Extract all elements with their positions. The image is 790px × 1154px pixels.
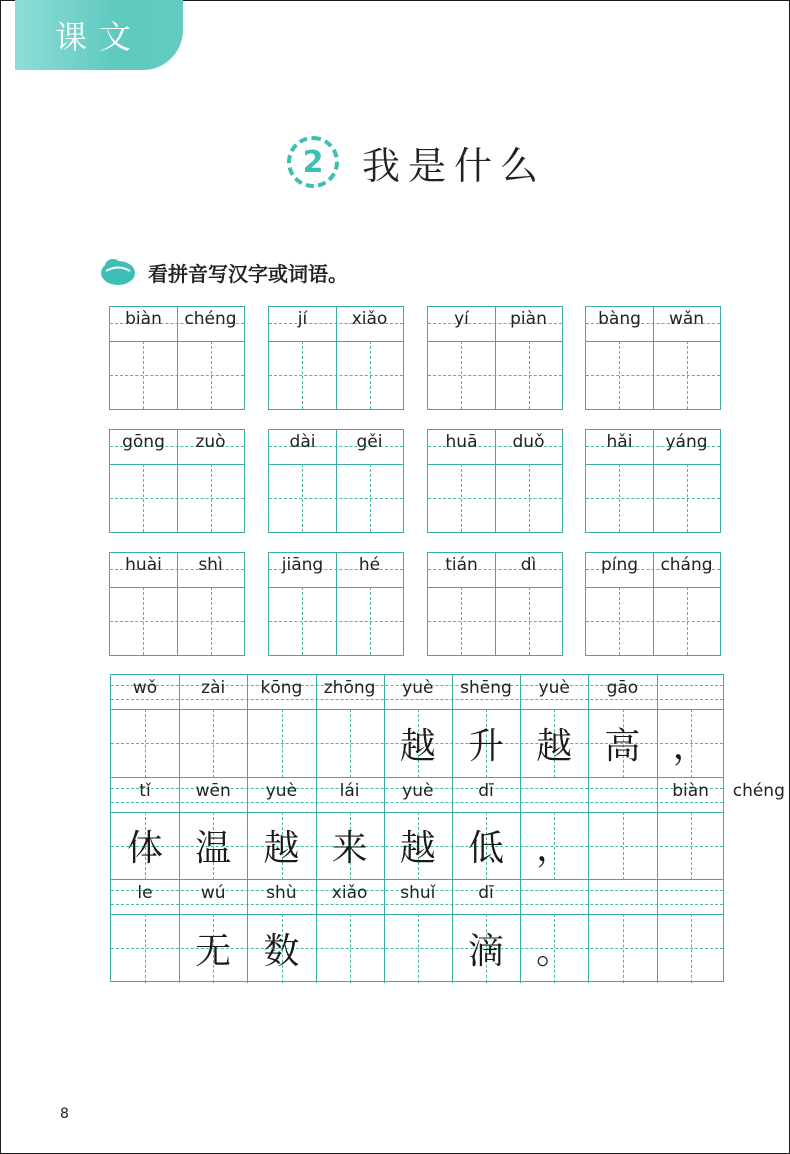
pinyin-label: chéng xyxy=(184,309,237,329)
pinyin-label: le xyxy=(137,883,153,904)
word-box[interactable] xyxy=(585,552,721,656)
pinyin-label: hǎi xyxy=(606,432,633,452)
pinyin-label: wǒ xyxy=(132,678,158,698)
word-box[interactable] xyxy=(268,306,404,410)
hanzi-cell[interactable] xyxy=(316,914,384,982)
hanzi-cell[interactable] xyxy=(588,812,656,880)
pinyin-label: yuè xyxy=(265,780,298,801)
pinyin-label: gěi xyxy=(356,432,383,452)
hanzi-cell[interactable] xyxy=(111,709,179,777)
pinyin-label: huā xyxy=(445,432,478,452)
hanzi-cell[interactable] xyxy=(247,709,315,777)
hanzi-cell[interactable]: 高 xyxy=(604,725,641,767)
pinyin-label: dì xyxy=(520,555,537,575)
pinyin-label: yáng xyxy=(665,432,708,452)
pinyin-label: chéng xyxy=(732,780,785,801)
word-box[interactable] xyxy=(585,306,721,410)
pinyin-label: cháng xyxy=(660,555,713,575)
hanzi-cell[interactable]: 升 xyxy=(467,725,504,767)
lesson-title: 我是什么 xyxy=(362,143,547,188)
pinyin-label: hé xyxy=(358,555,381,575)
hanzi-cell[interactable]: 越 xyxy=(399,828,436,870)
pinyin-label: yí xyxy=(454,309,469,329)
pinyin-label: dī xyxy=(478,883,494,904)
hanzi-cell[interactable]: ， xyxy=(536,828,573,870)
pinyin-label: shēng xyxy=(460,678,512,698)
pinyin-label: jí xyxy=(297,309,308,329)
word-box[interactable] xyxy=(268,429,404,533)
hanzi-cell[interactable]: 来 xyxy=(331,828,368,870)
hanzi-cell[interactable]: 滴 xyxy=(467,930,504,972)
page-number: 8 xyxy=(60,1106,69,1122)
pinyin-label: gōng xyxy=(122,432,165,452)
word-box[interactable] xyxy=(268,552,404,656)
pinyin-label: piàn xyxy=(510,309,547,329)
pinyin-label: wú xyxy=(200,883,226,904)
word-box[interactable] xyxy=(585,429,721,533)
sentence-row xyxy=(111,880,723,983)
word-box[interactable] xyxy=(109,429,245,533)
pinyin-label: wēn xyxy=(195,780,231,801)
hanzi-cell[interactable]: 越 xyxy=(263,828,300,870)
pinyin-label: biàn xyxy=(125,309,162,329)
pinyin-label: píng xyxy=(600,555,639,575)
pinyin-label: yuè xyxy=(402,678,434,698)
pinyin-label: zuò xyxy=(195,432,226,452)
hanzi-cell[interactable] xyxy=(725,914,790,982)
hanzi-cell[interactable] xyxy=(725,709,790,777)
pinyin-label: kōng xyxy=(260,678,303,698)
pinyin-label: bàng xyxy=(598,309,641,329)
pinyin-label: yuè xyxy=(538,678,570,698)
lesson-number-badge: 2 xyxy=(287,136,339,188)
pinyin-label: xiǎo xyxy=(331,883,368,904)
pinyin-label: zài xyxy=(201,678,226,698)
pinyin-label: huài xyxy=(125,555,162,575)
sentence-grid xyxy=(110,674,785,982)
hanzi-cell[interactable] xyxy=(316,709,384,777)
word-box[interactable] xyxy=(427,429,563,533)
hanzi-cell[interactable] xyxy=(657,914,725,982)
hanzi-cell[interactable]: 数 xyxy=(263,930,300,972)
hanzi-cell[interactable]: 。 xyxy=(536,930,573,972)
hanzi-cell[interactable] xyxy=(111,914,179,982)
word-box[interactable] xyxy=(109,306,245,410)
hanzi-cell[interactable]: 温 xyxy=(195,828,232,870)
hanzi-cell[interactable] xyxy=(588,914,656,982)
pinyin-label: dài xyxy=(289,432,316,452)
hanzi-cell[interactable]: 越 xyxy=(399,725,436,767)
hanzi-cell[interactable]: 越 xyxy=(536,725,573,767)
hanzi-cell[interactable]: 低 xyxy=(467,828,504,870)
pinyin-label: gāo xyxy=(606,678,639,698)
pinyin-label: tǐ xyxy=(139,780,151,801)
pinyin-label: xiǎo xyxy=(351,309,388,329)
pinyin-label: biàn xyxy=(672,780,709,801)
pinyin-label: duǒ xyxy=(512,432,545,452)
pinyin-label: shì xyxy=(198,555,223,575)
pinyin-label: wǎn xyxy=(668,309,705,329)
hanzi-cell[interactable]: ， xyxy=(672,725,709,767)
hanzi-cell[interactable] xyxy=(657,812,725,880)
instruction-text: 看拼音写汉字或词语。 xyxy=(148,262,348,286)
hanzi-cell[interactable]: 体 xyxy=(126,828,163,870)
cloud-icon xyxy=(100,256,136,286)
pinyin-label: jiāng xyxy=(281,555,324,575)
hanzi-cell[interactable] xyxy=(725,812,790,880)
sentence-row xyxy=(111,675,723,778)
pinyin-label: shù xyxy=(266,883,297,904)
word-box[interactable] xyxy=(427,306,563,410)
pinyin-label: zhōng xyxy=(323,678,376,698)
hanzi-cell[interactable] xyxy=(384,914,452,982)
hanzi-cell[interactable]: 无 xyxy=(195,930,232,972)
pinyin-label: dī xyxy=(478,780,494,801)
sentence-row xyxy=(111,778,785,881)
word-box[interactable] xyxy=(427,552,563,656)
pinyin-label: shuǐ xyxy=(400,883,436,904)
pinyin-label: yuè xyxy=(402,780,434,801)
section-tab: 课文 xyxy=(15,0,183,70)
hanzi-cell[interactable] xyxy=(179,709,247,777)
word-box[interactable] xyxy=(109,552,245,656)
pinyin-label: lái xyxy=(339,780,360,801)
pinyin-label: tián xyxy=(445,555,478,575)
